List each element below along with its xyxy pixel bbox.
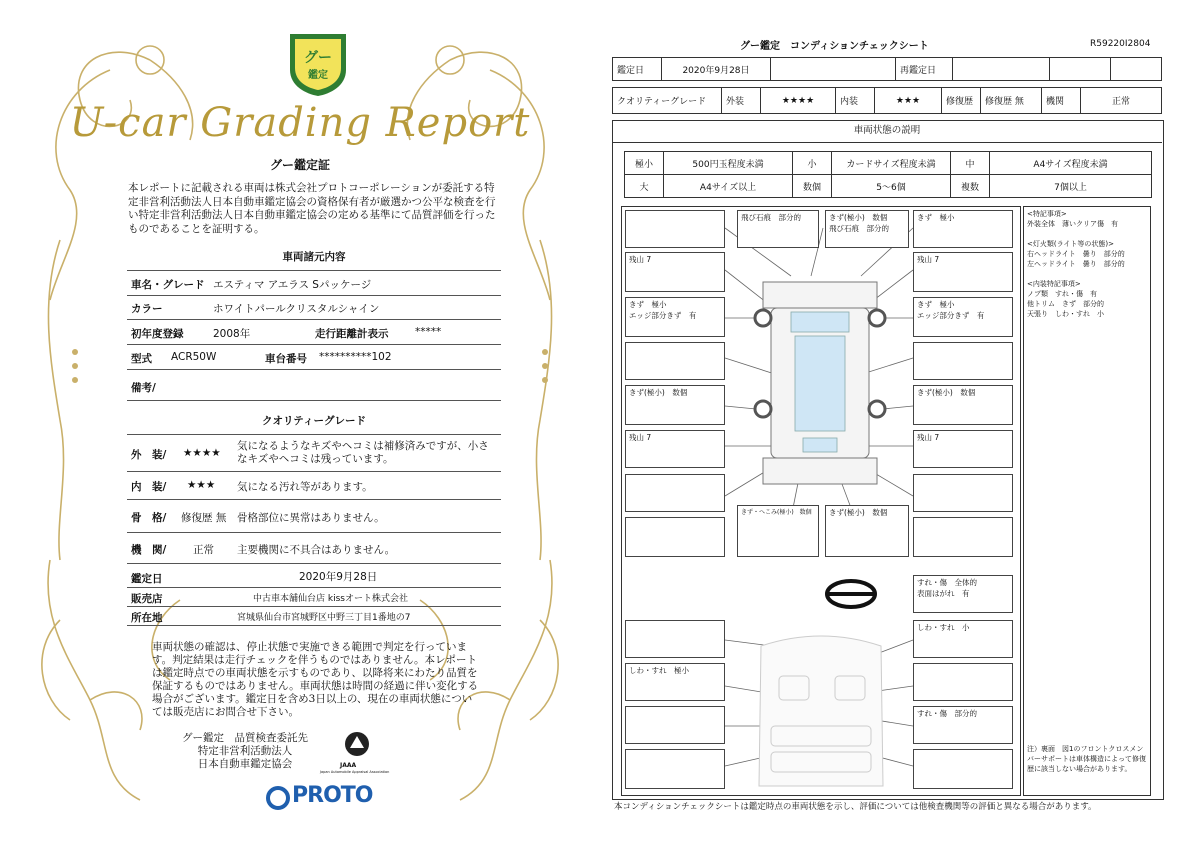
- address-value: 宮城県仙台市宮城野区中野三丁目1番地の7: [237, 613, 411, 623]
- info-row-address: 所在地 宮城県仙台市宮城野区中野三丁目1番地の7: [127, 607, 501, 626]
- org-block: グー鑑定 品質検査委託先 特定非営利活動法人 日本自動車鑑定協会: [182, 732, 308, 770]
- box-int-right-2: [913, 663, 1013, 701]
- box-steering: すれ・傷 全体的 表面はがれ 有: [913, 575, 1013, 613]
- box-int-right-1: しわ・すれ 小: [913, 620, 1013, 658]
- box-front-windshield: 飛び石痕 部分的: [737, 210, 819, 248]
- steering-wheel-icon: [827, 581, 875, 607]
- box-rear-bumper: きず(極小) 数個: [825, 505, 909, 557]
- grade-row-exterior: 外 装/ ★★★★ 気になるようなキズやヘコミは補修済みですが、小さなキズやヘコミは残っています。: [127, 434, 501, 472]
- jaaa-emblem-icon: [340, 730, 374, 760]
- certificate-notes: 車両状態の確認は、停止状態で実施できる範囲で判定を行っています。判定結果は走行チェックを伴うものではありません。本レポートは鑑定時点での車両状態を示すものであり、以降将来にわたり品質を保証するものではありません。車両状態は時間の経過に伴い変化する場合がございます。鑑定日を含め3日以上の、現在の車両状態については販売店にお問合せ下さい。: [152, 641, 479, 718]
- legend-table: 極小 500円玉程度未満 小 カードサイズ程度未満 中 A4サイズ程度未満 大 A4サイズ以上 数個 5～6個 複数 7個以上: [624, 151, 1152, 198]
- box-int-right-3: すれ・傷 部分的: [913, 706, 1013, 744]
- spec-color-value: ホワイトパールクリスタルシャイン: [213, 303, 380, 315]
- certificate-subtitle: グー鑑定証: [269, 158, 330, 172]
- spec-row-model: 型式 ACR50W 車台番号 **********102: [127, 345, 501, 370]
- spec-row-color: カラー ホワイトパールクリスタルシャイン: [127, 295, 501, 320]
- spec-row-remarks: 備考/: [127, 370, 501, 401]
- interior-stars: ★★★: [187, 479, 216, 491]
- box-left-tire-rear: 残山 7: [625, 430, 725, 468]
- box-int-left-2: しわ・すれ 極小: [625, 663, 725, 701]
- sheet-footer: 本コンディションチェックシートは鑑定時点の車両状態を示し、評価については他検査機関等の評価と異なる場合があります。: [614, 802, 1097, 812]
- grade-row-frame: 骨 格/ 修復歴 無 骨格部位に異常はありません。: [127, 500, 501, 533]
- grade-row-interior: 内 装/ ★★★ 気になる汚れ等があります。: [127, 471, 501, 500]
- legend-heading: 車両状態の説明: [612, 120, 1162, 143]
- box-left-door: [625, 342, 725, 380]
- svg-text:グー: グー: [304, 50, 332, 66]
- jaaa-subtext: Japan Automobile Appraisal Association: [320, 770, 390, 774]
- box-front-roof: きず(極小) 数個 飛び石痕 部分的: [825, 210, 909, 248]
- box-right-quarter: [913, 474, 1013, 512]
- side-notes: <特記事項> 外装全体 薄いクリア傷 有 <灯火類(ライト等の状態)> 右ヘッドライト 曇り 部分的 左ヘッドライト 曇り 部分的 <内装特記事項> ノブ類 すれ・傷 有 他トリム きず 部分的 天張り しわ・すれ 小: [1027, 210, 1125, 318]
- box-right-door: [913, 342, 1013, 380]
- box-int-left-4: [625, 749, 725, 789]
- box-right-tire-front: 残山 7: [913, 252, 1013, 292]
- box-left-quarter: [625, 474, 725, 512]
- spec-model-value: ACR50W: [171, 351, 217, 363]
- spec-name-value: エスティマ アエラス Sパッケージ: [213, 279, 372, 291]
- sheet-exterior-stars: ★★★★: [761, 88, 836, 114]
- box-rear-right: [913, 517, 1013, 557]
- goo-kantei-logo: [286, 30, 350, 98]
- exterior-stars: ★★★★: [183, 447, 221, 459]
- jaaa-text: JAAA: [340, 762, 357, 769]
- grade-row-engine: 機 関/ 正常 主要機関に不具合はありません。: [127, 533, 501, 564]
- info-row-dealer: 販売店 中古車本舗仙台店 kissオート株式会社: [127, 588, 501, 607]
- proto-logo: PROTO: [292, 783, 373, 808]
- logo-text: 鑑定: [308, 70, 328, 81]
- sheet-interior-stars: ★★★: [875, 88, 942, 114]
- box-front-right: きず 極小: [913, 210, 1013, 248]
- box-int-left-1: [625, 620, 725, 658]
- grade-heading: クオリティーグレード: [262, 415, 366, 427]
- spec-row-year: 初年度登録 2008年 走行距離計表示 *****: [127, 320, 501, 345]
- dealer-value: 中古車本舗仙台店 kissオート株式会社: [253, 594, 408, 604]
- quality-table: クオリティーグレード 外装 ★★★★ 内装 ★★★ 修復歴 修復歴 無 機関 正常: [612, 87, 1162, 114]
- box-right-rear-door: きず(極小) 数個: [913, 385, 1013, 425]
- box-left-fender: きず 極小 エッジ部分きず 有: [625, 297, 725, 337]
- sheet-title: グー鑑定 コンディションチェックシート: [740, 41, 929, 52]
- box-rear-left: [625, 517, 725, 557]
- certificate-title: U-car Grading Report: [69, 100, 531, 146]
- box-right-tire-rear: 残山 7: [913, 430, 1013, 468]
- info-row-date: 鑑定日 2020年9月28日: [127, 567, 501, 588]
- box-int-left-3: [625, 706, 725, 744]
- box-rear-gate: きず・へこみ(極小) 数個: [737, 505, 819, 557]
- side-footnote: 注）裏面 図1のフロントクロスメンバーサポートは車体構造によって修復歴に該当しない場合があります。: [1027, 745, 1146, 773]
- cert-date-value: 2020年9月28日: [299, 571, 378, 583]
- report-id: R59220I2804: [1090, 39, 1151, 49]
- box-left-tire-front: 残山 7: [625, 252, 725, 292]
- box-front-left: [625, 210, 725, 248]
- spec-chassis-value: **********102: [319, 351, 392, 363]
- spec-heading: 車両諸元内容: [282, 251, 346, 263]
- proto-logo-icon: [266, 786, 290, 810]
- spec-year-value: 2008年: [213, 328, 251, 340]
- spec-row-name: 車名・グレード エスティマ アエラス Sパッケージ: [127, 270, 501, 296]
- box-left-rear-door: きず(極小) 数個: [625, 385, 725, 425]
- box-right-fender: きず 極小 エッジ部分きず 有: [913, 297, 1013, 337]
- sheet-date-value: 2020年9月28日: [662, 58, 771, 81]
- spec-mileage-value: *****: [415, 326, 442, 338]
- box-int-right-4: [913, 749, 1013, 789]
- header-table: 鑑定日 2020年9月28日 再鑑定日: [612, 57, 1162, 81]
- certificate-intro: 本レポートに記載される車両は株式会社プロトコーポレーションが委託する特定非営利活動法人日本自動車鑑定協会の資格保有者が厳選かつ公平な検査を行い特定非営利活動法人日本自動車鑑定協会の定める基準にて品質評価を行ったものであることを証明する。: [128, 182, 496, 235]
